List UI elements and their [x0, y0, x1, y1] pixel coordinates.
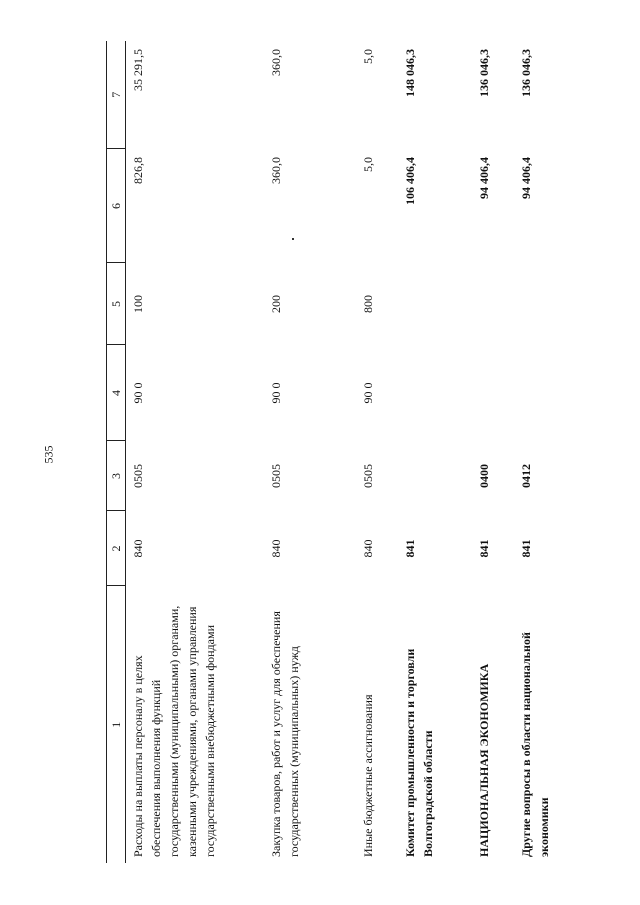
- amount-col6: 94 406,4: [477, 157, 491, 199]
- table-row: [517, 41, 561, 863]
- section-code: 0412: [519, 464, 533, 488]
- amount-col7: 35 291,5: [131, 49, 145, 91]
- row-name: Расходы на выплаты персоналу в целях обеспечения выполнения функций государственными (муниципальными) органами, казенными учреждениями, органами управления государственными внебюджетными фондами: [131, 605, 217, 857]
- expense-type-code: 200: [269, 295, 283, 313]
- target-code: 90 0: [131, 382, 145, 404]
- column-header: 3: [107, 441, 126, 511]
- row-name: Другие вопросы в области национальной экономики: [519, 632, 551, 857]
- target-code: [401, 345, 475, 441]
- amount-col6: 94 406,4: [519, 157, 533, 199]
- budget-table: [106, 41, 561, 863]
- amount-col6: 5,0: [361, 157, 375, 172]
- table-row: [401, 41, 475, 863]
- row-name: Комитет промышленности и торговли Волгоградской области: [403, 648, 435, 857]
- table-row: [126, 41, 268, 863]
- section-code: 0505: [269, 464, 283, 488]
- target-code: 90 0: [361, 382, 375, 404]
- table-row: [359, 41, 401, 863]
- amount-col6: 826,8: [131, 157, 145, 184]
- table-row: [267, 41, 359, 863]
- amount-col7: 136 046,3: [519, 49, 533, 97]
- ministry-code: 841: [403, 539, 417, 558]
- column-header: 5: [107, 263, 126, 345]
- amount-col7: 5,0: [361, 49, 375, 64]
- column-header: 4: [107, 345, 126, 441]
- row-name: Иные бюджетные ассигнования: [361, 694, 375, 857]
- section-code: [401, 441, 475, 511]
- column-header: 6: [107, 149, 126, 263]
- expense-type-code: [517, 263, 561, 345]
- ministry-code: 840: [269, 539, 283, 558]
- expense-type-code: 800: [361, 295, 375, 313]
- ministry-code: 841: [519, 539, 533, 558]
- header-row: [107, 41, 126, 863]
- column-header: 7: [107, 41, 126, 149]
- section-code: 0505: [361, 464, 375, 488]
- column-header: 1: [107, 586, 126, 863]
- ministry-code: 841: [477, 539, 491, 558]
- expense-type-code: 100: [131, 295, 145, 313]
- amount-col7: 148 046,3: [403, 49, 417, 97]
- table-row: [475, 41, 517, 863]
- amount-col7: 360,0: [269, 49, 283, 76]
- ministry-code: 840: [131, 539, 145, 558]
- target-code: 90 0: [269, 382, 283, 404]
- row-name: НАЦИОНАЛЬНАЯ ЭКОНОМИКА: [477, 663, 491, 857]
- row-name: Закупка товаров, работ и услуг для обеспечения государственных (муниципальных) нужд: [269, 611, 301, 857]
- column-header: 2: [107, 511, 126, 586]
- page-number: 535: [41, 445, 56, 464]
- target-code: [517, 345, 561, 441]
- expense-type-code: [475, 263, 517, 345]
- target-code: [475, 345, 517, 441]
- budget-table-container: [106, 41, 618, 863]
- section-code: 0505: [131, 464, 145, 488]
- section-code: 0400: [477, 464, 491, 488]
- amount-col6: 106 406,4: [403, 157, 417, 205]
- amount-col6: 360,0: [269, 157, 283, 184]
- amount-col7: 136 046,3: [477, 49, 491, 97]
- ministry-code: 840: [361, 539, 375, 558]
- expense-type-code: [401, 263, 475, 345]
